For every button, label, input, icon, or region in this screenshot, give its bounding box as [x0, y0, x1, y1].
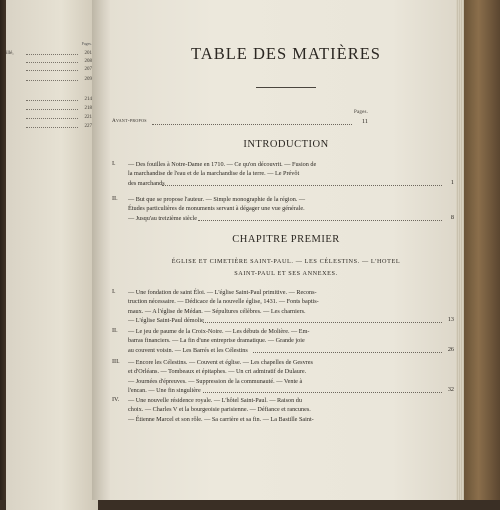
introduction-heading: INTRODUCTION — [243, 139, 329, 150]
left-page-line — [6, 77, 92, 84]
title-rule — [256, 87, 316, 88]
leader-dots — [26, 70, 78, 71]
leader-dots — [253, 352, 442, 353]
left-line-page: 218 — [84, 106, 92, 111]
leader-dots — [26, 54, 78, 55]
entry-text-line: Études particulières de monuments servant à dégager une vue générale. — [128, 205, 305, 213]
table-surface-right — [464, 0, 500, 500]
entry-page: 8 — [450, 213, 454, 221]
entry-text-line: — Une fondation de saint Éloi. — L'église Saint-Paul primitive. — Recons- — [128, 289, 317, 296]
left-page-line — [6, 115, 92, 122]
entry-page: 1 — [450, 178, 454, 186]
toc-entry — [110, 358, 462, 395]
entry-text-line: — Étienne Marcel et son rôle. — Sa carrière et sa fin. — La Bastille Saint- — [128, 415, 314, 423]
entry-text-line: truction nécessaire. — Dédicace de la nouvelle église, 1431. — Fonts baptis- — [128, 298, 319, 306]
left-line-page: 209 — [84, 77, 92, 82]
entry-text-line: au couvent voisin. — Les Barrés et les Célestins — [128, 346, 248, 354]
right-page — [110, 0, 462, 500]
left-page-line — [6, 67, 92, 74]
leader-dots — [203, 322, 442, 323]
left-line-text: illé, — [6, 51, 14, 56]
entry-text-line: la marchandise de l'eau et de la marchandise de la terre. — Le Prévôt — [128, 170, 300, 178]
entry-text-line: — Le jeu de paume de la Croix-Noire. — Les débuts de Molière. — Em- — [128, 328, 310, 335]
left-line-page: 227 — [84, 124, 92, 129]
entry-number: II. — [112, 195, 118, 202]
leader-dots — [26, 118, 78, 119]
leader-dots — [162, 185, 442, 186]
left-page-line — [6, 106, 92, 113]
entry-page: 13 — [447, 315, 454, 323]
page-title: TABLE DES MATIÈRES — [191, 44, 381, 63]
chapter-subtitle-line-1: ÉGLISE ET CIMETIÈRE SAINT-PAUL. — LES CÉLESTINS. — L'HOTEL — [171, 258, 401, 265]
entry-page: 32 — [447, 385, 454, 393]
toc-entry — [110, 195, 462, 223]
entry-text-line: des marchands — [128, 179, 165, 187]
left-line-page: 208 — [84, 59, 92, 64]
toc-entry — [110, 160, 462, 188]
toc-entry — [110, 288, 462, 325]
left-page — [6, 0, 98, 510]
entry-text-line: barras financiers. — La fin d'une entreprise dramatique. — Grande joie — [128, 337, 305, 345]
entry-text-line: choix. — Charles V et la bourgeoisie parisienne. — Défiance et rancunes. — [128, 406, 311, 414]
pages-column-label: Pages. — [354, 110, 369, 115]
leader-dots — [203, 392, 442, 393]
toc-entry — [110, 396, 462, 424]
entry-text-line: — Journées d'épreuves. — Suppression de la communauté. — Vente à — [128, 377, 303, 385]
avant-propos-page: 11 — [362, 118, 368, 125]
entry-text-line: et d'Orléans. — Tombeaux et épitaphes. — Un cri admiratif de Dulaure. — [128, 368, 307, 376]
chapter-heading: CHAPITRE PREMIER — [232, 234, 340, 245]
left-line-page: 221 — [84, 115, 92, 120]
toc-entry — [110, 327, 462, 355]
entry-text-line: — But que se propose l'auteur. — Simple monographie de la région. — — [128, 196, 306, 203]
entry-text-line: maux. — A l'église de Médan. — Sépultures célèbres. — Les charniers. — [128, 307, 306, 315]
avant-propos-entry — [110, 118, 462, 128]
entry-number: I. — [112, 288, 116, 295]
left-line-page: 214 — [84, 97, 92, 102]
leader-dots — [152, 124, 352, 125]
left-page-line — [6, 59, 92, 66]
left-page-line — [6, 124, 92, 131]
chapter-subtitle-line-2: SAINT-PAUL ET SES ANNEXES. — [234, 270, 338, 277]
entry-number: I. — [112, 160, 116, 167]
left-line-page: 207 — [84, 67, 92, 72]
leader-dots — [26, 100, 78, 101]
left-pages-label: Pages. — [81, 41, 92, 46]
entry-text-line: — Encore les Célestins. — Couvent et église. — Les chapelles de Gesvres — [128, 359, 313, 366]
entry-number: II. — [112, 327, 118, 334]
leader-dots — [26, 109, 78, 110]
entry-page: 26 — [447, 345, 454, 353]
entry-number: III. — [112, 358, 120, 365]
left-page-line — [6, 97, 92, 104]
left-line-page: 201 — [84, 51, 92, 56]
left-page-line — [6, 51, 92, 58]
entry-text-line: — L'église Saint-Paul démolie — [128, 316, 204, 324]
leader-dots — [26, 127, 78, 128]
entry-text-line: — Une nouvelle résidence royale. — L'hôtel Saint-Paul. — Raison du — [128, 397, 302, 404]
leader-dots — [198, 220, 442, 221]
leader-dots — [26, 80, 78, 81]
entry-text-line: — Des fouilles à Notre-Dame en 1710. — Ce qu'on découvrit. — Fusion de — [128, 161, 317, 168]
entry-text-line: — Jusqu'au treizième siècle — [128, 214, 197, 222]
leader-dots — [26, 62, 78, 63]
entry-number: IV. — [112, 396, 120, 403]
avant-propos-label: Avant-propos — [112, 118, 147, 124]
entry-text-line: l'encan. — Une fin singulière — [128, 386, 201, 394]
